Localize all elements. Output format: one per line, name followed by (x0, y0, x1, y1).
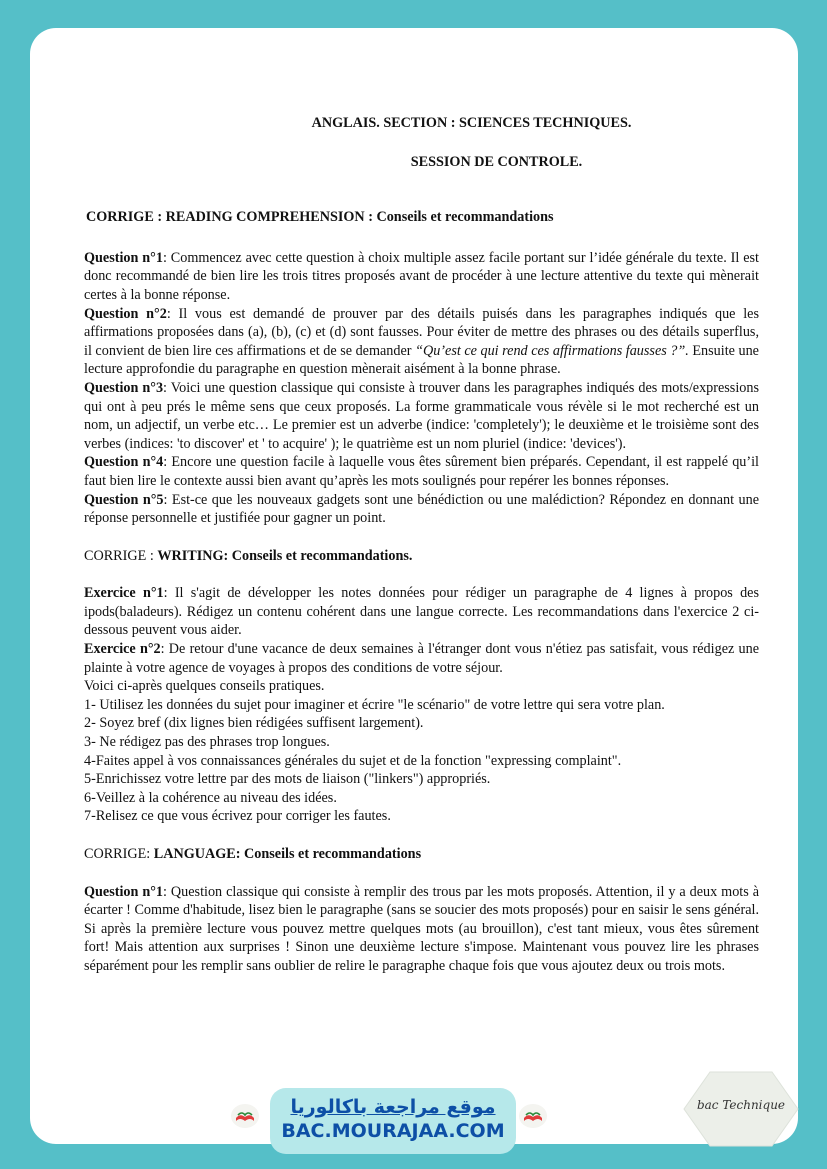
question-label: Question n°1 (84, 883, 164, 900)
reading-question-1: Question n°1: Commencez avec cette question à choix multiple assez facile portant sur l’idée générale du texte. Il est donc recommandé de bien lire les trois titres proposés avant de procéder à une lecture attentive du texte qui mènerait certes à la bonne réponse. (84, 249, 759, 303)
reading-question-4: Question n°4: Encore une question facile à laquelle vous êtes sûrement bien préparés. Cependant, il est rappelé qu’il faut bien lire le contexte aussi bien avant qu’après les mots soulignés pour repérer les bonnes réponses. (84, 454, 759, 489)
list-item: 1- Utilisez les données du sujet pour imaginer et écrire "le scénario" de votre lettre qui sera votre plan. (84, 696, 665, 713)
reading-question-2: Question n°2: Il vous est demandé de prouver par des détails puisés dans les paragraphes indiqués que les affirmations proposées dans (a), (b), (c) et (d) sont fausses. Pour éviter de mettre des phrases ou des détails superflus, il convient de bien lire ces affirmations et de se demander “Qu’est ce qui rend ces affirmations fausses ?”. Ensuite une lecture approfondie du paragraphe en question mènerait aisément à la bonne phrase. (84, 305, 759, 378)
exercise-label: Exercice n°2 (84, 641, 161, 658)
question-label: Question n°5 (84, 491, 164, 508)
site-banner[interactable] (270, 1088, 516, 1154)
language-question-1: Question n°1: Question classique qui consiste à remplir des trous par les mots proposés. Attention, il y a deux mots à écarter ! Comme d'habitude, lisez bien le paragraphe (sans se soucier des mots proposés) pour en saisir le sens général. Si après la première lecture vous pouvez mettre quelques mots (au brouillon), c'est tant mieux, vous êtes sûrement fort! Mais attention aux surprises ! Sinon une deuxième lecture s'impose. Maintenant vous pouvez lire les phrases séparément pour les remplir sans oublier de relire le paragraphe chaque fois que vous ajoutez deux ou trois mots. (84, 883, 760, 974)
writing-exercise-1: Exercice n°1: Il s'agit de développer les notes données pour rédiger un paragraphe de 4 lignes à propos des ipods(baladeurs). Rédigez un contenu cohérent dans une langue correcte. Les recommandations dans l'exercice 2 ci-dessous peuvent vous aider. (84, 585, 759, 639)
site-name-arabic[interactable]: موقع مراجعة باكالوريا (290, 1096, 496, 1118)
list-item: 7-Relisez ce que vous écrivez pour corriger les fautes. (84, 808, 391, 825)
list-item: 6-Veillez à la cohérence au niveau des idées. (84, 789, 337, 806)
question-label: Question n°4 (84, 454, 164, 471)
tips-intro: Voici ci-après quelques conseils pratiques. (84, 678, 325, 695)
reading-question-5: Question n°5: Est-ce que les nouveaux gadgets sont une bénédiction ou une malédiction? Répondez en donnant une réponse personnelle et justifiée pour gagner un point. (84, 491, 759, 527)
bac-technique-stamp (682, 1068, 800, 1150)
book-logo-icon (518, 1103, 548, 1129)
question-label: Question n°1 (84, 249, 163, 266)
list-item: 5-Enrichissez votre lettre par des mots de liaison ("linkers") appropriés. (84, 771, 491, 788)
list-item: 3- Ne rédigez pas des phrases trop longues. (84, 734, 330, 751)
list-item: 2- Soyez bref (dix lignes bien rédigées suffisent largement). (84, 715, 424, 732)
site-url[interactable]: BAC.MOURAJAA.COM (281, 1120, 505, 1142)
question-label: Question n°2 (84, 305, 167, 322)
session-title: SESSION DE CONTROLE. (410, 153, 583, 170)
book-logo-icon (230, 1103, 260, 1129)
exercise-label: Exercice n°1 (84, 585, 164, 602)
writing-section-title: CORRIGE : WRITING: Conseils et recommandations. (84, 547, 413, 564)
document-content (84, 114, 759, 976)
document-title: ANGLAIS. SECTION : SCIENCES TECHNIQUES. (311, 115, 632, 131)
writing-exercise-2: Exercice n°2: De retour d'une vacance de deux semaines à l'étranger dont vous n'étiez pas satisfait, vous rédigez une plainte à votre agence de voyages à propos des conditions de votre séjour. (84, 641, 759, 676)
reading-section-title: CORRIGE : READING COMPREHENSION : Conseils et recommandations (86, 209, 554, 226)
language-section-title: CORRIGE: LANGUAGE: Conseils et recommandations (84, 846, 422, 862)
tips-list (84, 677, 759, 826)
list-item: 4-Faites appel à vos connaissances générales du sujet et de la fonction "expressing complaint". (84, 752, 622, 769)
question-label: Question n°3 (84, 379, 164, 396)
stamp-label: bac Technique (696, 1098, 786, 1112)
reading-question-3: Question n°3: Voici une question classique qui consiste à trouver dans les paragraphes indiqués des mots/expressions qui ont à peu prés le même sens que ceux proposés. La forme grammaticale vous révèle si le mot recherché est un nom, un adjectif, un verbe etc… Le premier est un adverbe (indice: 'completely'); le deuxième et le troisième sont des verbes (indices: 'to discover' et ' to acquire' ); le quatrième est un nom pluriel (indice: 'devices'). (84, 379, 759, 452)
